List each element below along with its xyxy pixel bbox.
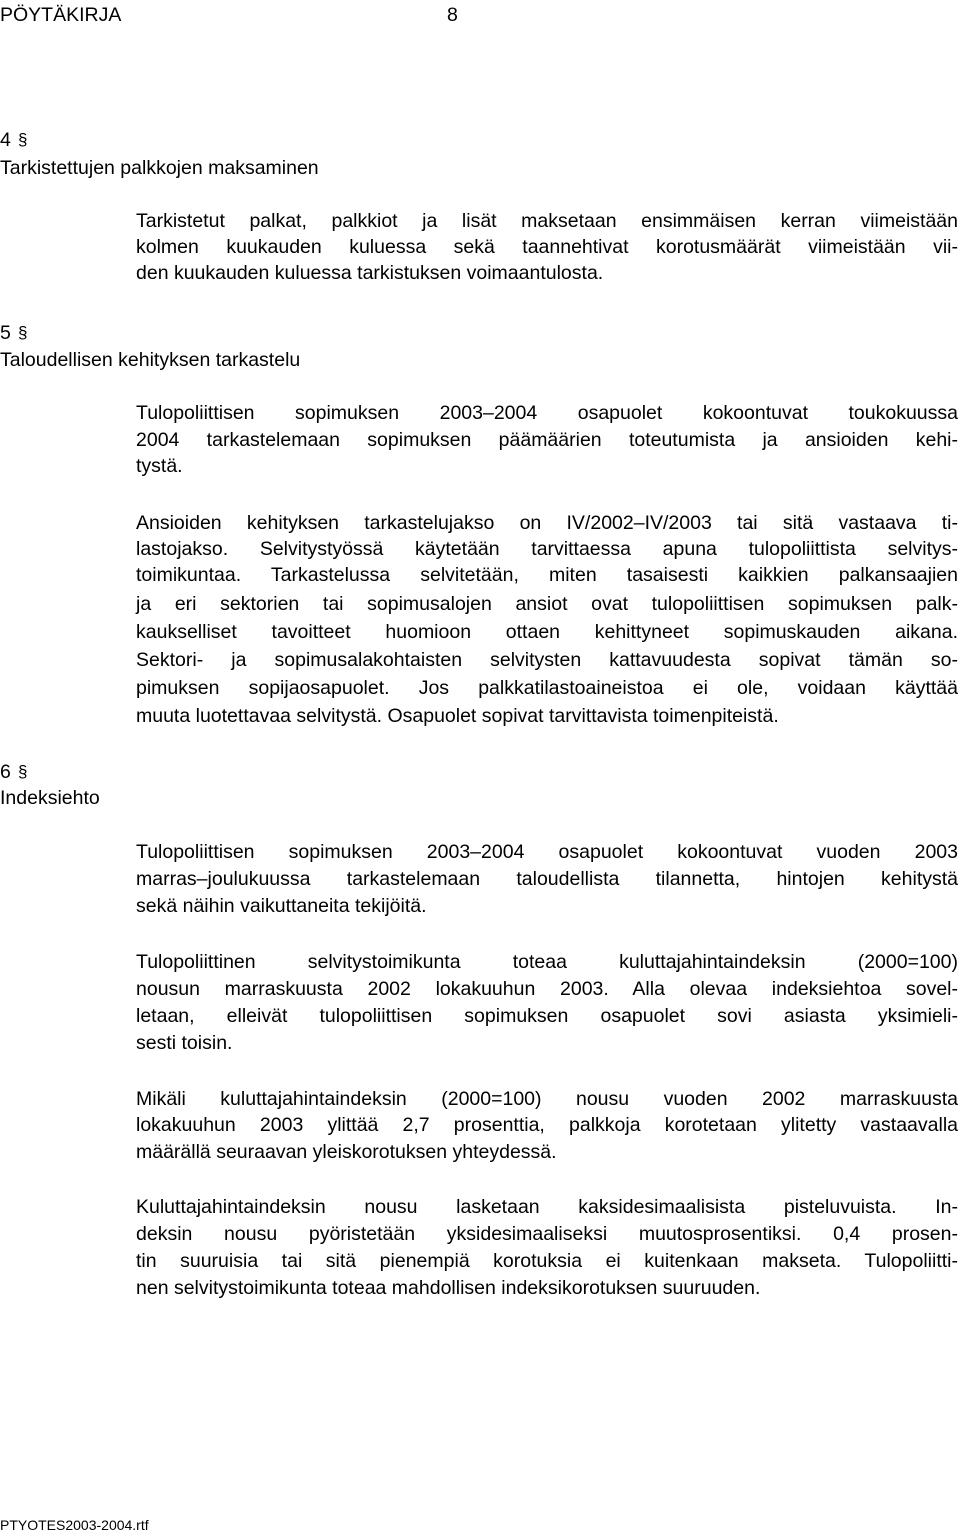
text-line: Sektori- ja sopimusalakohtaisten selvitysten kattavuudesta sopivat tämän so- — [136, 649, 958, 671]
text-line: nousun marraskuusta 2002 lokakuuhun 2003. Alla olevaa indeksiehtoa sovel- — [136, 978, 958, 1000]
text-line: Kuluttajahintaindeksin nousu lasketaan kaksidesimaalisista pisteluvuista. In- — [136, 1196, 958, 1218]
text-line: Mikäli kuluttajahintaindeksin (2000=100) nousu vuoden 2002 marraskuusta — [136, 1088, 958, 1110]
text-line: kaukselliset tavoitteet huomioon ottaen kehittyneet sopimuskauden aikana. — [136, 621, 958, 643]
footer-file-name: PTYOTES2003-2004.rtf — [0, 1517, 149, 1533]
text-line: nen selvitystoimikunta toteaa mahdollisen indeksikorotuksen suuruuden. — [136, 1277, 761, 1299]
section-number: 5 — [0, 322, 11, 344]
text-line: tystä. — [136, 455, 183, 477]
text-line: Tulopoliittinen selvitystoimikunta toteaa kuluttajahintaindeksin (2000=100) — [136, 951, 958, 973]
text-line: sekä näihin vaikuttaneita tekijöitä. — [136, 895, 427, 917]
section-number: 6 — [0, 761, 11, 783]
text-line: marras–joulukuussa tarkastelemaan taloudellista tilannetta, hintojen kehitystä — [136, 868, 958, 890]
text-line: Tulopoliittisen sopimuksen 2003–2004 osapuolet kokoontuvat vuoden 2003 — [136, 841, 958, 863]
section-title: Tarkistettujen palkkojen maksaminen — [0, 157, 319, 179]
text-line: lokakuuhun 2003 ylittää 2,7 prosenttia, palkkoja korotetaan ylitetty vastaavalla — [136, 1114, 958, 1136]
section-sign: § — [18, 323, 28, 342]
text-line: 2004 tarkastelemaan sopimuksen päämäärien toteutumista ja ansioiden kehi- — [136, 429, 958, 451]
text-line: letaan, elleivät tulopoliittisen sopimuksen osapuolet sovi asiasta yksimieli- — [136, 1005, 958, 1027]
header-doc-type: PÖYTÄKIRJA — [0, 4, 122, 26]
text-line: Ansioiden kehityksen tarkastelujakso on IV/2002–IV/2003 tai sitä vastaava ti- — [136, 512, 958, 534]
text-line: Tarkistetut palkat, palkkiot ja lisät maksetaan ensimmäisen kerran viimeistään — [136, 210, 958, 232]
text-line: määrällä seuraavan yleiskorotuksen yhteydessä. — [136, 1141, 557, 1163]
text-line: Tulopoliittisen sopimuksen 2003–2004 osapuolet kokoontuvat toukokuussa — [136, 402, 958, 424]
section-title: Taloudellisen kehityksen tarkastelu — [0, 349, 301, 371]
text-line: kolmen kuukauden kuluessa sekä taannehtivat korotusmäärät viimeistään vii- — [136, 236, 958, 258]
text-line: pimuksen sopijaosapuolet. Jos palkkatilastoaineistoa ei ole, voidaan käyttää — [136, 677, 958, 699]
section-sign: § — [18, 130, 28, 149]
text-line: ja eri sektorien tai sopimusalojen ansiot ovat tulopoliittisen sopimuksen palk- — [136, 593, 958, 615]
text-line: deksin nousu pyöristetään yksidesimaaliseksi muutosprosentiksi. 0,4 prosen- — [136, 1223, 958, 1245]
text-line: tin suuruisia tai sitä pienempiä korotuksia ei kuitenkaan makseta. Tulopoliitti- — [136, 1250, 958, 1272]
section-title: Indeksiehto — [0, 787, 100, 809]
text-line: muuta luotettavaa selvitystä. Osapuolet sopivat tarvittavista toimenpiteistä. — [136, 705, 779, 727]
text-line: lastojakso. Selvitystyössä käytetään tarvittaessa apuna tulopoliittista selvitys- — [136, 538, 958, 560]
text-line: sesti toisin. — [136, 1032, 233, 1054]
text-line: den kuukauden kuluessa tarkistuksen voimaantulosta. — [136, 262, 604, 284]
text-line: toimikuntaa. Tarkastelussa selvitetään, miten tasaisesti kaikkien palkansaajien — [136, 564, 958, 586]
header-page-number: 8 — [447, 4, 458, 26]
section-number: 4 — [0, 129, 11, 151]
section-sign: § — [18, 762, 28, 781]
